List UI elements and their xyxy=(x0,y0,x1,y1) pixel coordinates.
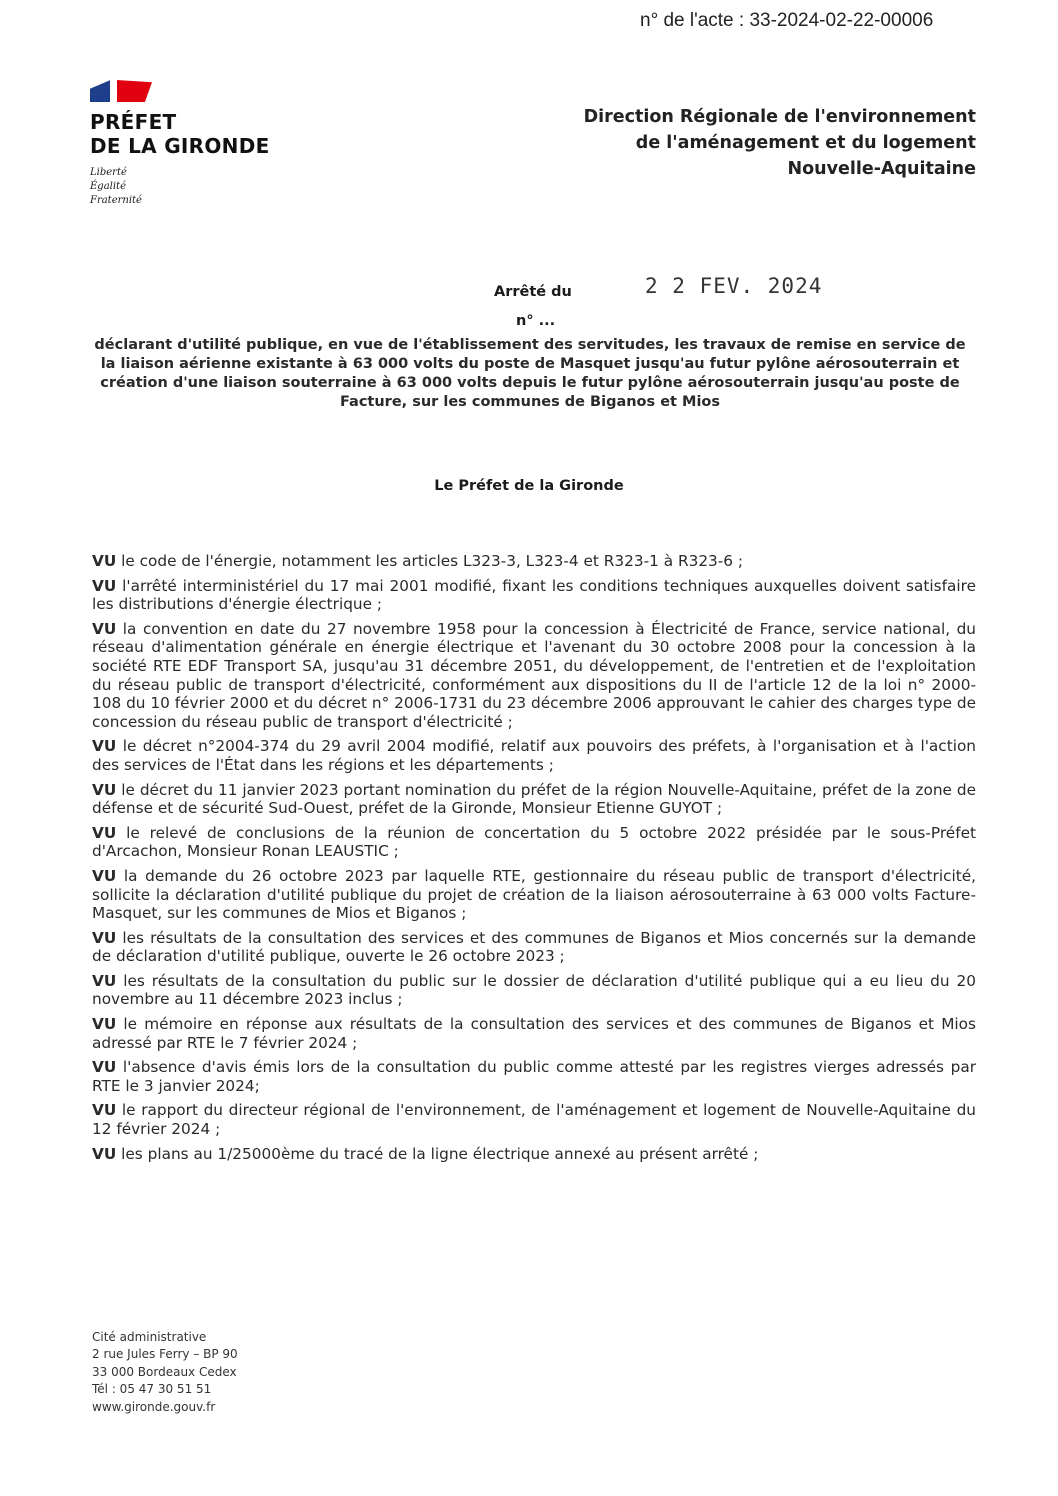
visa-text: le relevé de conclusions de la réunion de concertation du 5 octobre 2022 présidée par le sous-Préfet d'Arcachon, Monsieur Ronan LEAUSTIC ; xyxy=(92,823,976,861)
visa-vu: VU xyxy=(92,928,117,947)
footer-address xyxy=(92,1329,238,1416)
direction-header xyxy=(584,104,976,182)
republic-motto xyxy=(90,166,270,208)
motto-liberte: Liberté xyxy=(90,167,127,178)
visa-text: le décret du 11 janvier 2023 portant nomination du préfet de la région Nouvelle-Aquitaine, préfet de la zone de défense et de sécurité Sud-Ouest, préfet de la Gironde, Monsieur Etienne GUYOT ; xyxy=(92,780,976,818)
visa-item xyxy=(92,1145,976,1164)
visa-vu: VU xyxy=(92,552,117,570)
prefet-logo xyxy=(90,80,270,208)
visa-text: l'arrêté interministériel du 17 mai 2001 modifié, fixant les conditions techniques auxquelles doivent satisfaire les distributions d'énergie électrique ; xyxy=(92,576,976,614)
visa-text: les résultats de la consultation du public sur le dossier de déclaration d'utilité publique qui a eu lieu du 20 novembre au 11 décembre 2023 inclus ; xyxy=(92,971,976,1009)
visa-item xyxy=(92,824,976,861)
visa-text: le décret n°2004-374 du 29 avril 2004 modifié, relatif aux pouvoirs des préfets, à l'organisation et à l'action des services de l'État dans les régions et les départements ; xyxy=(92,737,976,774)
motto-egalite: Égalité xyxy=(90,181,126,192)
arrete-number: n° ... xyxy=(516,313,556,329)
acte-number: n° de l'acte : 33-2024-02-22-00006 xyxy=(640,10,934,31)
visa-text: les plans au 1/25000ème du tracé de la ligne électrique annexé au présent arrêté ; xyxy=(116,1144,759,1163)
footer-website: www.gironde.gouv.fr xyxy=(92,1399,216,1414)
visa-item xyxy=(92,929,976,966)
visa-item xyxy=(92,620,976,732)
visa-vu: VU xyxy=(92,576,117,595)
visa-text: le rapport du directeur régional de l'environnement, de l'aménagement et logement de Nouvelle-Aquitaine du 12 février 2024 ; xyxy=(92,1101,976,1139)
visa-vu: VU xyxy=(92,619,117,638)
visa-vu: VU xyxy=(92,1058,117,1077)
motto-fraternite: Fraternité xyxy=(90,195,142,206)
footer-line: 2 rue Jules Ferry – BP 90 xyxy=(92,1347,238,1362)
visa-vu: VU xyxy=(92,780,117,799)
arrete-label: Arrêté du xyxy=(494,284,572,300)
prefet-name-line1: PRÉFET xyxy=(90,110,177,134)
visa-text: la demande du 26 octobre 2023 par laquelle RTE, gestionnaire du réseau public de transport d'électricité, sollicite la déclaration d'utilité publique du projet de création de la liaison aérosouterraine à 63 000 volts Facture-Masquet, sur les communes de Mios et Biganos ; xyxy=(92,866,976,923)
visa-item xyxy=(92,1101,976,1138)
visa-item xyxy=(92,1015,976,1052)
direction-line3: Nouvelle-Aquitaine xyxy=(787,159,976,179)
visa-text: le code de l'énergie, notamment les articles L323-3, L323-4 et R323-1 à R323-6 ; xyxy=(116,552,744,570)
visa-vu: VU xyxy=(92,1144,117,1163)
direction-line1: Direction Régionale de l'environnement xyxy=(583,107,976,127)
arrete-date-stamp: 2 2 FEV. 2024 xyxy=(645,274,823,298)
visa-vu: VU xyxy=(92,1101,117,1120)
visa-text: la convention en date du 27 novembre 1958 pour la concession à Électricité de France, service national, du réseau d'alimentation générale en énergie électrique et l'avenant du 30 octobre 2008 pour la concession à la société RTE EDF Transport SA, jusqu'au 31 décembre 2051, du développement, de l'entretien et de l'exploitation du réseau public de transport d'électricité, conformément aux dispositions du II de l'article 12 de la loi n° 2000-108 du 10 février 2000 et du décret n° 2006-1731 du 23 décembre 2006 approuvant le cahier des charges type de concession du réseau public de transport d'électricité ; xyxy=(92,619,976,731)
visa-vu: VU xyxy=(92,971,117,990)
marianne-flag-icon xyxy=(90,80,152,102)
visa-item xyxy=(92,781,976,818)
visa-item xyxy=(92,577,976,614)
visa-text: les résultats de la consultation des services et des communes de Biganos et Mios concernés sur la demande de déclaration d'utilité publique, ouverte le 26 octobre 2023 ; xyxy=(92,928,976,966)
footer-line: Cité administrative xyxy=(92,1330,207,1344)
direction-line2: de l'aménagement et du logement xyxy=(635,133,976,153)
visa-item xyxy=(92,1058,976,1095)
visa-item xyxy=(92,552,976,571)
visa-item xyxy=(92,867,976,923)
prefet-name-line2: DE LA GIRONDE xyxy=(90,134,270,158)
arrete-object: déclarant d'utilité publique, en vue de l'établissement des servitudes, les travaux de remise en service de la liaison aérienne existante à 63 000 volts du poste de Masquet jusqu'au futur pylône aérosouterrain et création d'une liaison souterraine à 63 000 volts depuis le futur pylône aérosouterrain jusqu'au poste de Facture, sur les communes de Biganos et Mios xyxy=(94,337,966,410)
visa-vu: VU xyxy=(92,737,117,756)
footer-line: 33 000 Bordeaux Cedex xyxy=(92,1364,237,1379)
visas-list xyxy=(92,552,976,1169)
signatory-title: Le Préfet de la Gironde xyxy=(434,478,624,494)
visa-item xyxy=(92,737,976,774)
visa-text: l'absence d'avis émis lors de la consultation du public comme attesté par les registres vierges adressés par RTE le 3 janvier 2024; xyxy=(92,1058,976,1095)
visa-item xyxy=(92,972,976,1009)
visa-vu: VU xyxy=(92,1015,117,1034)
footer-phone: Tél : 05 47 30 51 51 xyxy=(92,1382,212,1397)
visa-vu: VU xyxy=(92,823,117,842)
visa-text: le mémoire en réponse aux résultats de la consultation des services et des communes de Biganos et Mios adressé par RTE le 7 février 2024 ; xyxy=(92,1015,976,1052)
visa-vu: VU xyxy=(92,866,117,885)
